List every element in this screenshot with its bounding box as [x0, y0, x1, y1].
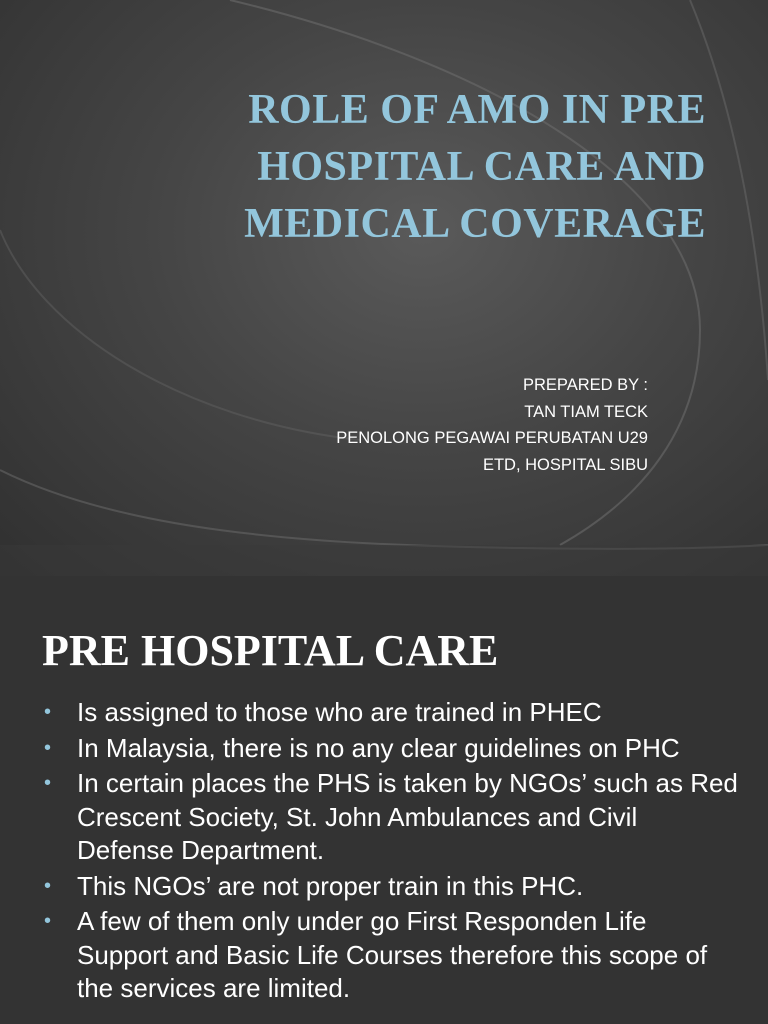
bullet-item	[0, 696, 768, 730]
bullet-text: Is assigned to those who are trained in PHEC	[77, 697, 602, 727]
bullet-dot-icon: •	[44, 736, 52, 759]
bullet-text: In certain places the PHS is taken by NGOs’ such as Red Crescent Society, St. John Ambulances and Civil Defense Department.	[77, 768, 738, 865]
bullet-item	[0, 870, 768, 904]
content-slide	[0, 576, 768, 1024]
slide-title	[150, 82, 706, 253]
credit-line: PREPARED BY :	[522, 376, 648, 394]
bullet-text: In Malaysia, there is no any clear guidelines on PHC	[77, 732, 680, 763]
bullet-item	[0, 732, 768, 766]
credit-line: ETD, HOSPITAL SIBU	[482, 455, 648, 474]
slide-heading: PRE HOSPITAL CARE	[42, 626, 499, 675]
bullet-dot-icon: •	[44, 874, 52, 897]
bullet-text: This NGOs’ are not proper train in this PHC.	[77, 870, 584, 901]
bullet-item	[0, 767, 768, 868]
bullet-dot-icon: •	[44, 910, 52, 932]
credits-block	[336, 372, 648, 478]
title-line: ROLE OF AMO IN PRE	[248, 87, 706, 133]
bullet-dot-icon: •	[44, 701, 52, 723]
title-line: MEDICAL COVERAGE	[244, 201, 706, 247]
bullet-list	[0, 696, 768, 1008]
credit-line: TAN TIAM TECK	[524, 402, 648, 421]
title-line: HOSPITAL CARE AND	[257, 144, 706, 190]
bullet-item	[0, 905, 768, 1006]
credit-line: PENOLONG PEGAWAI PERUBATAN U29	[336, 429, 648, 447]
bullet-dot-icon: •	[44, 772, 52, 794]
bullet-text: A few of them only under go First Responden Life Support and Basic Life Courses therefore this scope of the services are limited.	[77, 906, 708, 1003]
